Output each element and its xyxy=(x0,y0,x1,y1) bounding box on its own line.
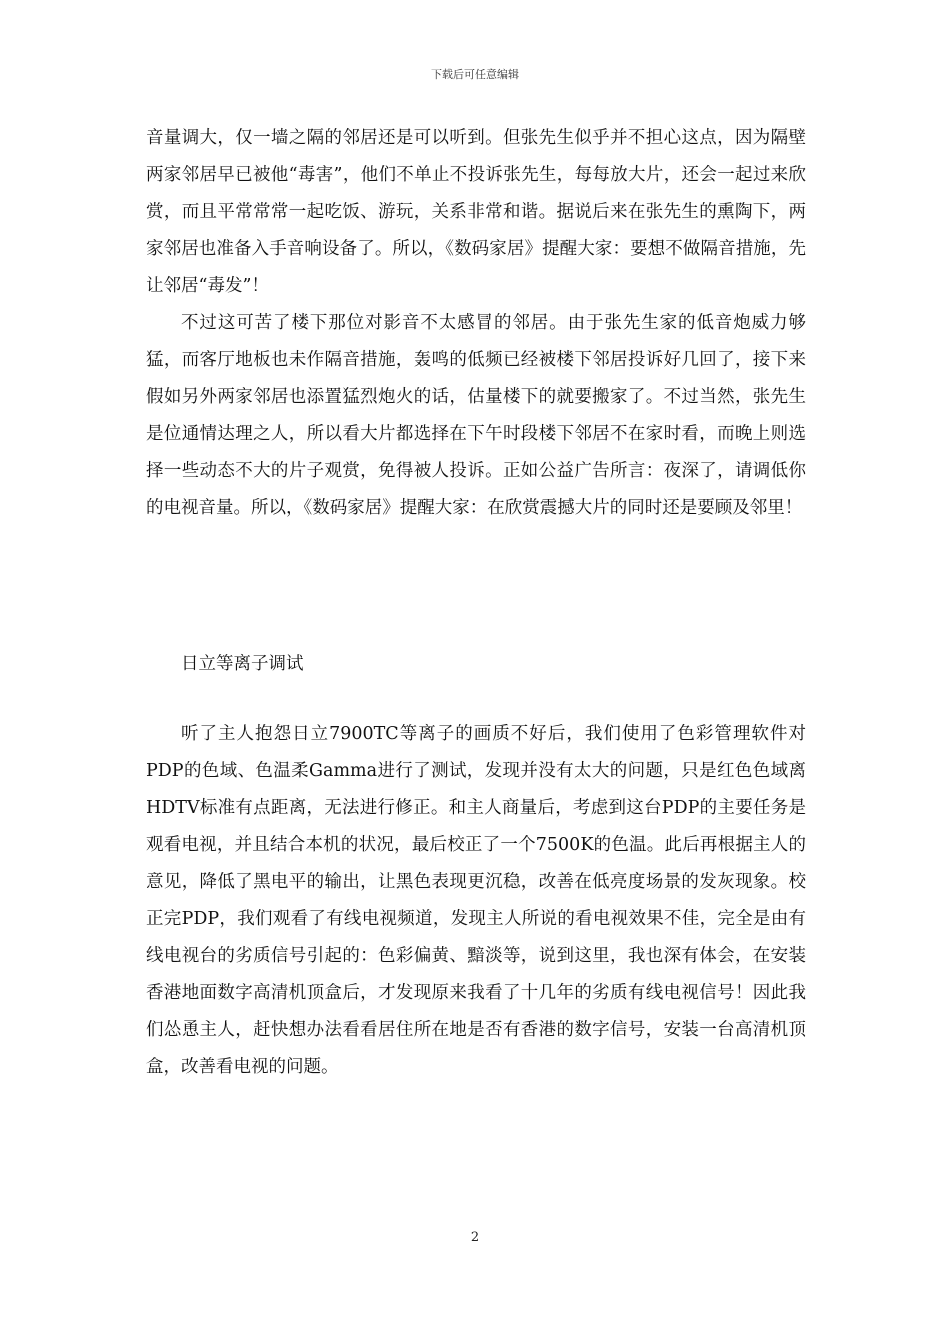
paragraph-neighbor: 不过这可苦了楼下那位对影音不太感冒的邻居。由于张先生家的低音炮威力够猛，而客厅地板也未作隔音措施，轰鸣的低频已经被楼下邻居投诉好几回了，接下来假如另外两家邻居也添置猛烈炮火的话，估量楼下的就要搬家了。不过当然，张先生是位通情达理之人，所以看大片都选择在下午时段楼下邻居不在家时看，而晚上则选择一些动态不大的片子观赏，免得被人投诉。正如公益广告所言：夜深了，请调低你的电视音量。所以，《数码家居》提醒大家：在欣赏震撼大片的同时还是要顾及邻里！ xyxy=(146,313,806,518)
page-header: 下载后可任意编辑 xyxy=(431,68,519,81)
section-heading: 日立等离子调试 xyxy=(181,654,304,674)
paragraph-continuation: 音量调大，仅一墙之隔的邻居还是可以听到。但张先生似乎并不担心这点，因为隔壁两家邻居早已被他“毒害”，他们不单止不投诉张先生，每每放大片，还会一起过来欣赏，而且平常常常一起吃饭、游玩，关系非常和谐。据说后来在张先生的熏陶下，两家邻居也准备入手音响设备了。所以，《数码家居》提醒大家：要想不做隔音措施，先让邻居“毒发”！ xyxy=(146,128,806,296)
section-2-body xyxy=(146,716,806,1086)
section-1-body xyxy=(146,120,806,527)
paragraph-calibration: 听了主人抱怨日立7900TC等离子的画质不好后，我们使用了色彩管理软件对PDP的色域、色温柔Gamma进行了测试，发现并没有太大的问题，只是红色色域离HDTV标准有点距离，无法进行修正。和主人商量后，考虑到这台PDP的主要任务是观看电视，并且结合本机的状况，最后校正了一个7500K的色温。此后再根据主人的意见，降低了黑电平的输出，让黑色表现更沉稳，改善在低亮度场景的发灰现象。校正完PDP，我们观看了有线电视频道，发现主人所说的看电视效果不佳，完全是由有线电视台的劣质信号引起的：色彩偏黄、黯淡等，说到这里，我也深有体会，在安装香港地面数字高清机顶盒后，才发现原来我看了十几年的劣质有线电视信号！因此我们怂恿主人，赶快想办法看看居住所在地是否有香港的数字信号，安装一台高清机顶盒，改善看电视的问题。 xyxy=(146,724,806,1077)
page-number: 2 xyxy=(470,1230,480,1245)
